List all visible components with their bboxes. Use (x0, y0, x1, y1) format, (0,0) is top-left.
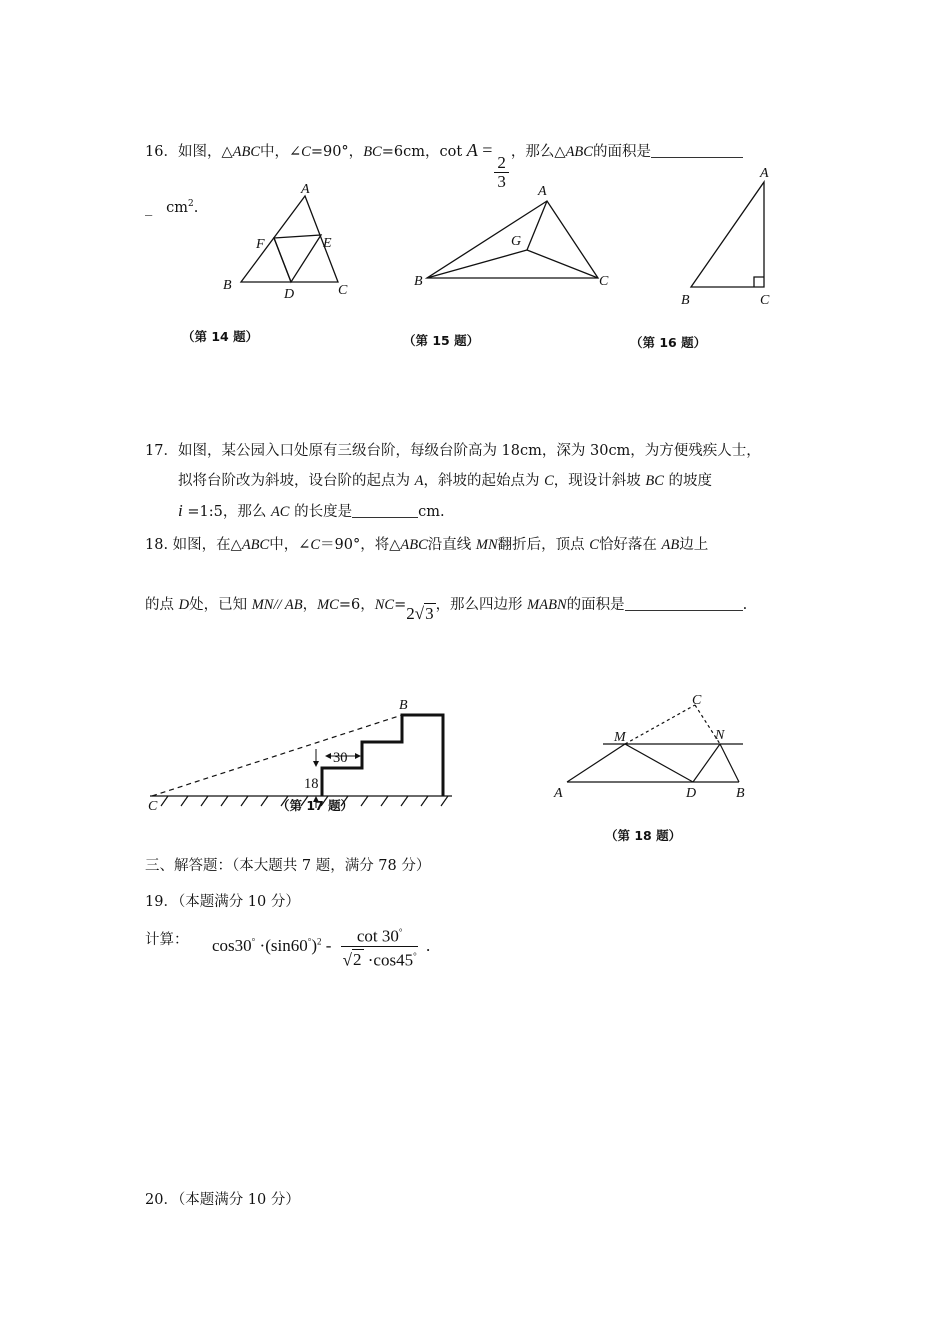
q18-line1: 18. 如图，在△ABC中，∠C＝90°，将△ABC沿直线 MN翻折后，顶点 C恰好落在 AB边上 (145, 537, 709, 553)
caption-figure-15: （第 15 题） (403, 333, 480, 348)
q16-line2: _ $cm^2$. (145, 199, 199, 216)
f17-depth-label: 30 (333, 750, 348, 766)
f18-label-B: B (736, 786, 745, 801)
q17-line2: 拟将台阶改为斜坡，设台阶的起点为 A，斜坡的起始点为 C，现设计斜坡 BC 的坡度 (178, 473, 712, 489)
q19-header: 19．（本题满分 10 分） (145, 894, 300, 910)
f15-label-A: A (538, 184, 547, 199)
f14-label-A: A (301, 182, 310, 197)
f18-label-M: M (614, 730, 626, 745)
q17-line1: 17．如图，某公园入口处原有三级台阶，每级台阶高为 18cm，深为 30cm，为方便残疾人士， (145, 443, 761, 459)
f18-label-A: A (554, 786, 563, 801)
figure-14 (215, 175, 365, 305)
caption-figure-18: （第 18 题） (605, 828, 682, 843)
q17-answer-blank[interactable] (352, 503, 418, 518)
q18-line2: 的点 D处，已知 MN// AB，MC=6，NC=2√3 ，那么四边形 MABN的面积是 . (145, 597, 748, 623)
q16-fraction: $\frac{2}{3}$ (494, 154, 509, 191)
f14-label-E: E (323, 236, 332, 251)
f16-label-B: B (681, 293, 690, 308)
figure-16 (670, 160, 790, 315)
f14-label-D: D (284, 287, 295, 302)
f18-label-N: N (715, 728, 725, 743)
q19-fraction: $\frac{\cot 30^\circ}{√2 \cdot\cos 45^\circ}$ (340, 923, 420, 969)
q20-header: 20．（本题满分 10 分） (145, 1192, 300, 1208)
q16-line1: 16．如图，△ABC中，∠C=90°，BC=6cm，cot A = $\frac{2}{3}$ ，那么△ABC的面积是 (145, 140, 743, 191)
q19-expression: $\cos 30^\circ \cdot(\sin 60^\circ)^2$ - $\frac{\cot 30^\circ}{√2 \cdot\cos 45^\circ}$ . (212, 923, 430, 969)
f16-label-A: A (760, 166, 769, 181)
f14-label-C: C (338, 283, 348, 298)
f15-label-B: B (414, 274, 423, 289)
f15-label-G: G (511, 234, 522, 249)
q18-answer-blank[interactable] (625, 596, 743, 611)
caption-figure-17: （第 17 题） (277, 798, 354, 813)
f18-label-D: D (686, 786, 697, 801)
f15-label-C: C (599, 274, 609, 289)
f14-label-F: F (256, 237, 265, 252)
f17-label-C: C (148, 799, 158, 814)
f18-label-C: C (692, 693, 702, 708)
caption-figure-16: （第 16 题） (630, 335, 707, 350)
q16-answer-blank[interactable] (651, 143, 743, 158)
section-3-title: 三、解答题：（本大题共 7 题，满分 78 分） (145, 858, 431, 874)
q17-line3: i =1:5，那么 AC 的长度是 cm. (178, 501, 445, 520)
f14-label-B: B (223, 278, 232, 293)
q18-radical: 2√3 (406, 604, 434, 623)
f17-height-label: 18 (304, 776, 319, 792)
f17-label-B: B (399, 698, 408, 713)
q19-calc-label: 计算： (145, 932, 189, 948)
figure-15 (405, 175, 625, 295)
figure-18 (545, 685, 765, 805)
caption-figure-14: （第 14 题） (182, 329, 259, 344)
f16-label-C: C (760, 293, 770, 308)
